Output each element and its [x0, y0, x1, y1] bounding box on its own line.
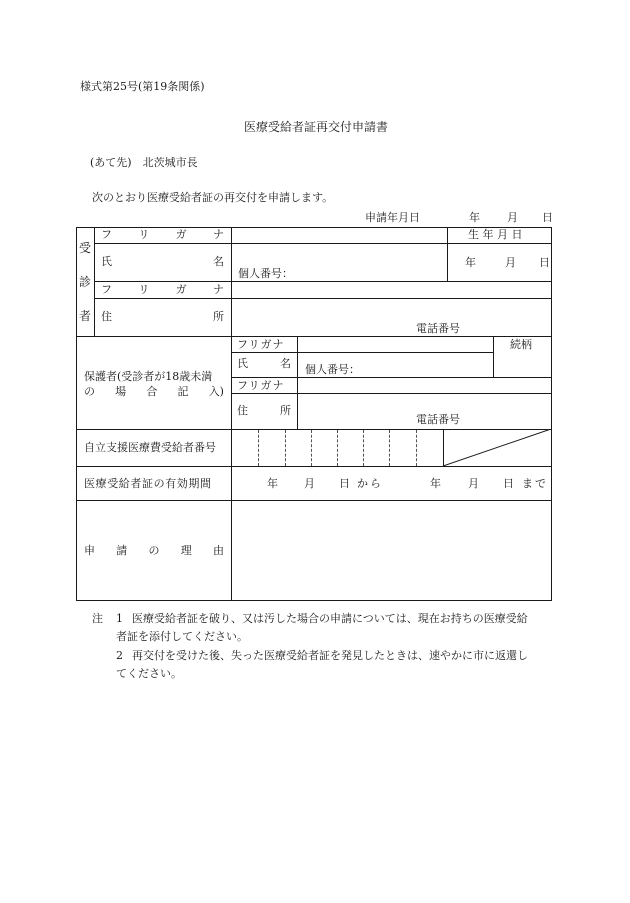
diagonal-slash — [443, 429, 552, 467]
validity-from-year: 年 — [267, 477, 278, 490]
birth-date-field[interactable] — [448, 244, 551, 281]
validity-label: 医療受給者証の有効期間 — [84, 477, 212, 490]
guardian-relationship-field[interactable] — [494, 353, 551, 377]
patient-furigana-label: フ リ ガ ナ — [101, 228, 224, 241]
guardian-name-field[interactable] — [298, 353, 492, 377]
guardian-label-line1: 保護者(受診者が18歳未満 — [84, 370, 213, 383]
patient-name-field[interactable] — [232, 244, 446, 281]
validity-field[interactable] — [232, 467, 551, 500]
validity-to-suffix: まで — [522, 477, 548, 490]
addressee: (あて先) 北茨城市長 — [90, 156, 198, 169]
application-month: 月 — [507, 211, 518, 224]
patient-label-char-3: 者 — [79, 309, 92, 323]
recipient-number-field[interactable] — [232, 430, 443, 466]
patient-phone-label: 電話番号 — [416, 322, 460, 335]
page-title: 医療受給者証再交付申請書 — [244, 120, 389, 134]
notes-prefix: 注 — [92, 612, 103, 625]
validity-from-suffix: から — [357, 477, 383, 490]
patient-label-char-2: 診 — [79, 275, 92, 289]
guardian-furigana-label: フリガナ — [237, 338, 285, 351]
guardian-address-label: 住 所 — [237, 404, 291, 417]
patient-address-furigana-label: フ リ ガ ナ — [101, 283, 224, 296]
validity-from-day: 日 — [339, 477, 350, 490]
patient-label-char-1: 受 — [79, 241, 92, 255]
guardian-phone-label: 電話番号 — [416, 413, 460, 426]
birth-month: 月 — [505, 256, 516, 269]
application-year: 年 — [469, 211, 480, 224]
birth-year: 年 — [465, 256, 476, 269]
birth-date-label: 生 年 月 日 — [468, 228, 523, 241]
note-1-line2: 者証を添付してください。 — [116, 630, 248, 643]
guardian-name-label: 氏 名 — [237, 357, 291, 370]
validity-to-day: 日 — [503, 477, 514, 490]
note-1-number: 1 — [116, 612, 123, 625]
validity-from-month: 月 — [304, 477, 315, 490]
application-day: 日 — [542, 211, 553, 224]
guardian-label-line2: の 場 合 記 入) — [84, 385, 224, 398]
application-date-label: 申請年月日 — [365, 211, 420, 224]
guardian-individual-number-label: 個人番号： — [305, 363, 360, 376]
guardian-address-furigana-label: フリガナ — [237, 379, 285, 392]
note-2-line2: てください。 — [116, 667, 182, 680]
recipient-number-label: 自立支援医療費受給者番号 — [84, 441, 216, 454]
guardian-address-field[interactable] — [298, 394, 551, 429]
reason-label: 申 請 の 理 由 — [84, 544, 224, 557]
patient-individual-number-label: 個人番号： — [238, 267, 293, 280]
intro-text: 次のとおり医療受給者証の再交付を申請します。 — [92, 191, 334, 204]
note-1-line1: 医療受給者証を破り、又は汚した場合の申請については、現在お持ちの医療受給 — [132, 612, 528, 625]
patient-address-label: 住 所 — [101, 310, 224, 323]
note-2-line1: 再交付を受けた後、失った医療受給者証を発見したときは、速やかに市に返還し — [132, 649, 528, 662]
patient-name-label: 氏 名 — [101, 255, 224, 268]
validity-to-month: 月 — [468, 477, 479, 490]
validity-to-year: 年 — [430, 477, 441, 490]
birth-day: 日 — [539, 256, 550, 269]
form-number: 様式第25号(第19条関係) — [80, 80, 205, 93]
note-2-number: 2 — [116, 649, 123, 662]
guardian-relationship-label: 続柄 — [510, 338, 532, 351]
patient-address-field[interactable] — [232, 299, 551, 336]
reason-field[interactable] — [232, 501, 551, 600]
